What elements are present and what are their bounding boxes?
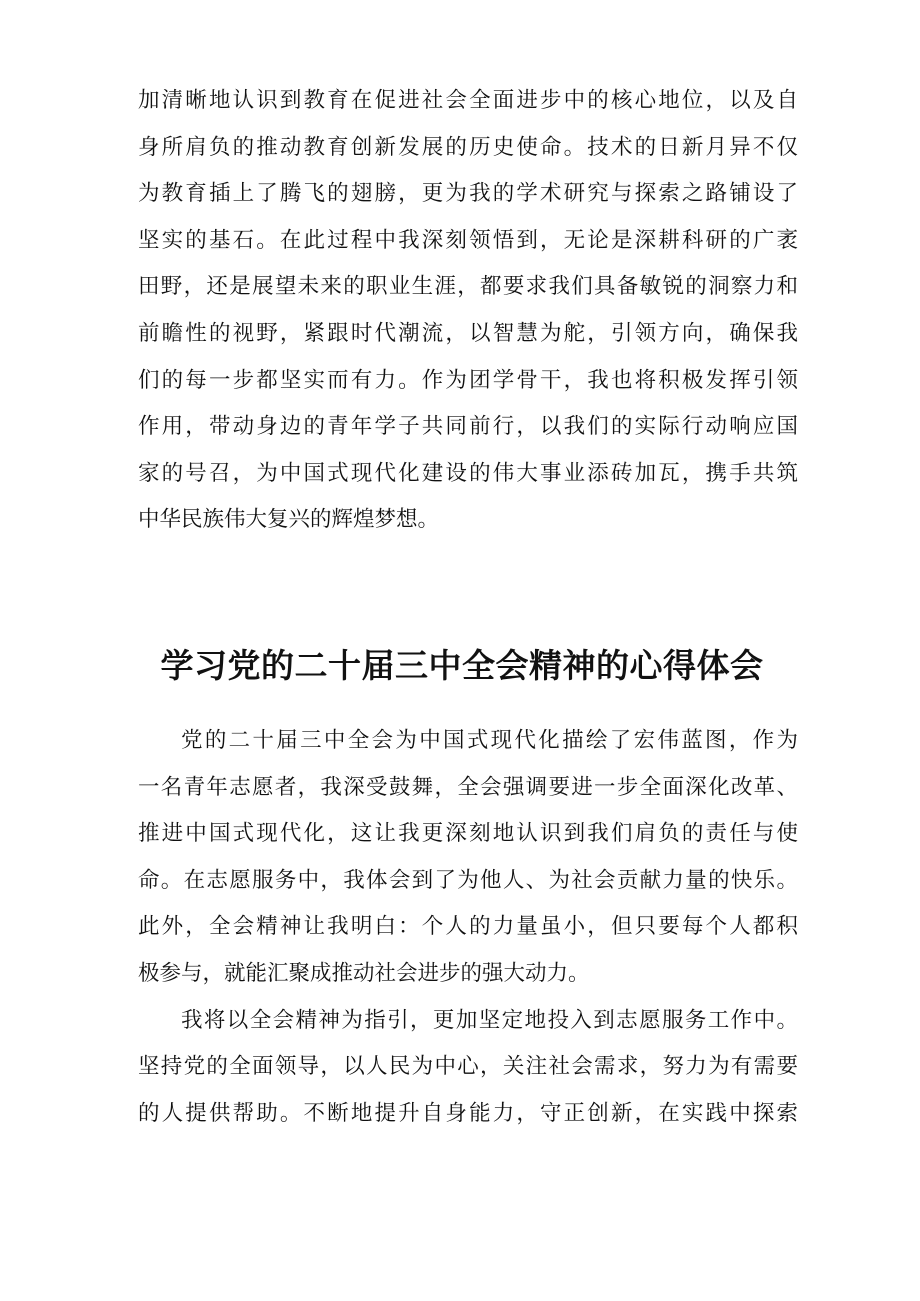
text-line: 一名青年志愿者，我深受鼓舞，全会强调要进一步全面深化改革、 (138, 774, 798, 800)
text-line: 党的二十届三中全会为中国式现代化描绘了宏伟蓝图，作为 (181, 728, 798, 753)
previous-paragraph (138, 78, 798, 544)
text-line: 坚持党的全面领导，以人民为中心，关注社会需求，努力为有需要 (138, 1054, 798, 1080)
text-line: 命。在志愿服务中，我体会到了为他人、为社会贡献力量的快乐。 (138, 867, 798, 893)
text-line: 加清晰地认识到教育在促进社会全面进步中的核心地位，以及自 (138, 88, 798, 113)
text-line: 田野，还是展望未来的职业生涯，都要求我们具备敏锐的洞察力和 (138, 274, 798, 300)
text-line: 身所肩负的推动教育创新发展的历史使命。技术的日新月异不仅 (138, 134, 798, 160)
article-title: 学习党的二十届三中全会精神的心得体会 (160, 646, 764, 686)
text-line: 此外，全会精神让我明白：个人的力量虽小，但只要每个人都积 (138, 914, 798, 940)
text-line: 作用，带动身边的青年学子共同前行，以我们的实际行动响应国 (138, 414, 798, 440)
text-line: 中华民族伟大复兴的辉煌梦想。 (138, 507, 440, 533)
article-body (138, 718, 798, 1137)
text-line: 为教育插上了腾飞的翅膀，更为我的学术研究与探索之路铺设了 (138, 181, 798, 207)
text-line: 我将以全会精神为指引，更加坚定地投入到志愿服务工作中。 (181, 1007, 798, 1033)
text-line: 推进中国式现代化，这让我更深刻地认识到我们肩负的责任与使 (138, 821, 798, 847)
text-line: 的人提供帮助。不断地提升自身能力，守正创新，在实践中探索 (138, 1100, 798, 1126)
text-line: 极参与，就能汇聚成推动社会进步的强大动力。 (138, 960, 590, 986)
text-line: 家的号召，为中国式现代化建设的伟大事业添砖加瓦，携手共筑 (138, 460, 798, 486)
text-line: 们的每一步都坚实而有力。作为团学骨干，我也将积极发挥引领 (138, 367, 798, 393)
text-line: 前瞻性的视野，紧跟时代潮流，以智慧为舵，引领方向，确保我 (138, 320, 798, 346)
text-line: 坚实的基石。在此过程中我深刻领悟到，无论是深耕科研的广袤 (138, 227, 798, 253)
paragraph (138, 718, 798, 998)
paragraph (138, 998, 798, 1138)
